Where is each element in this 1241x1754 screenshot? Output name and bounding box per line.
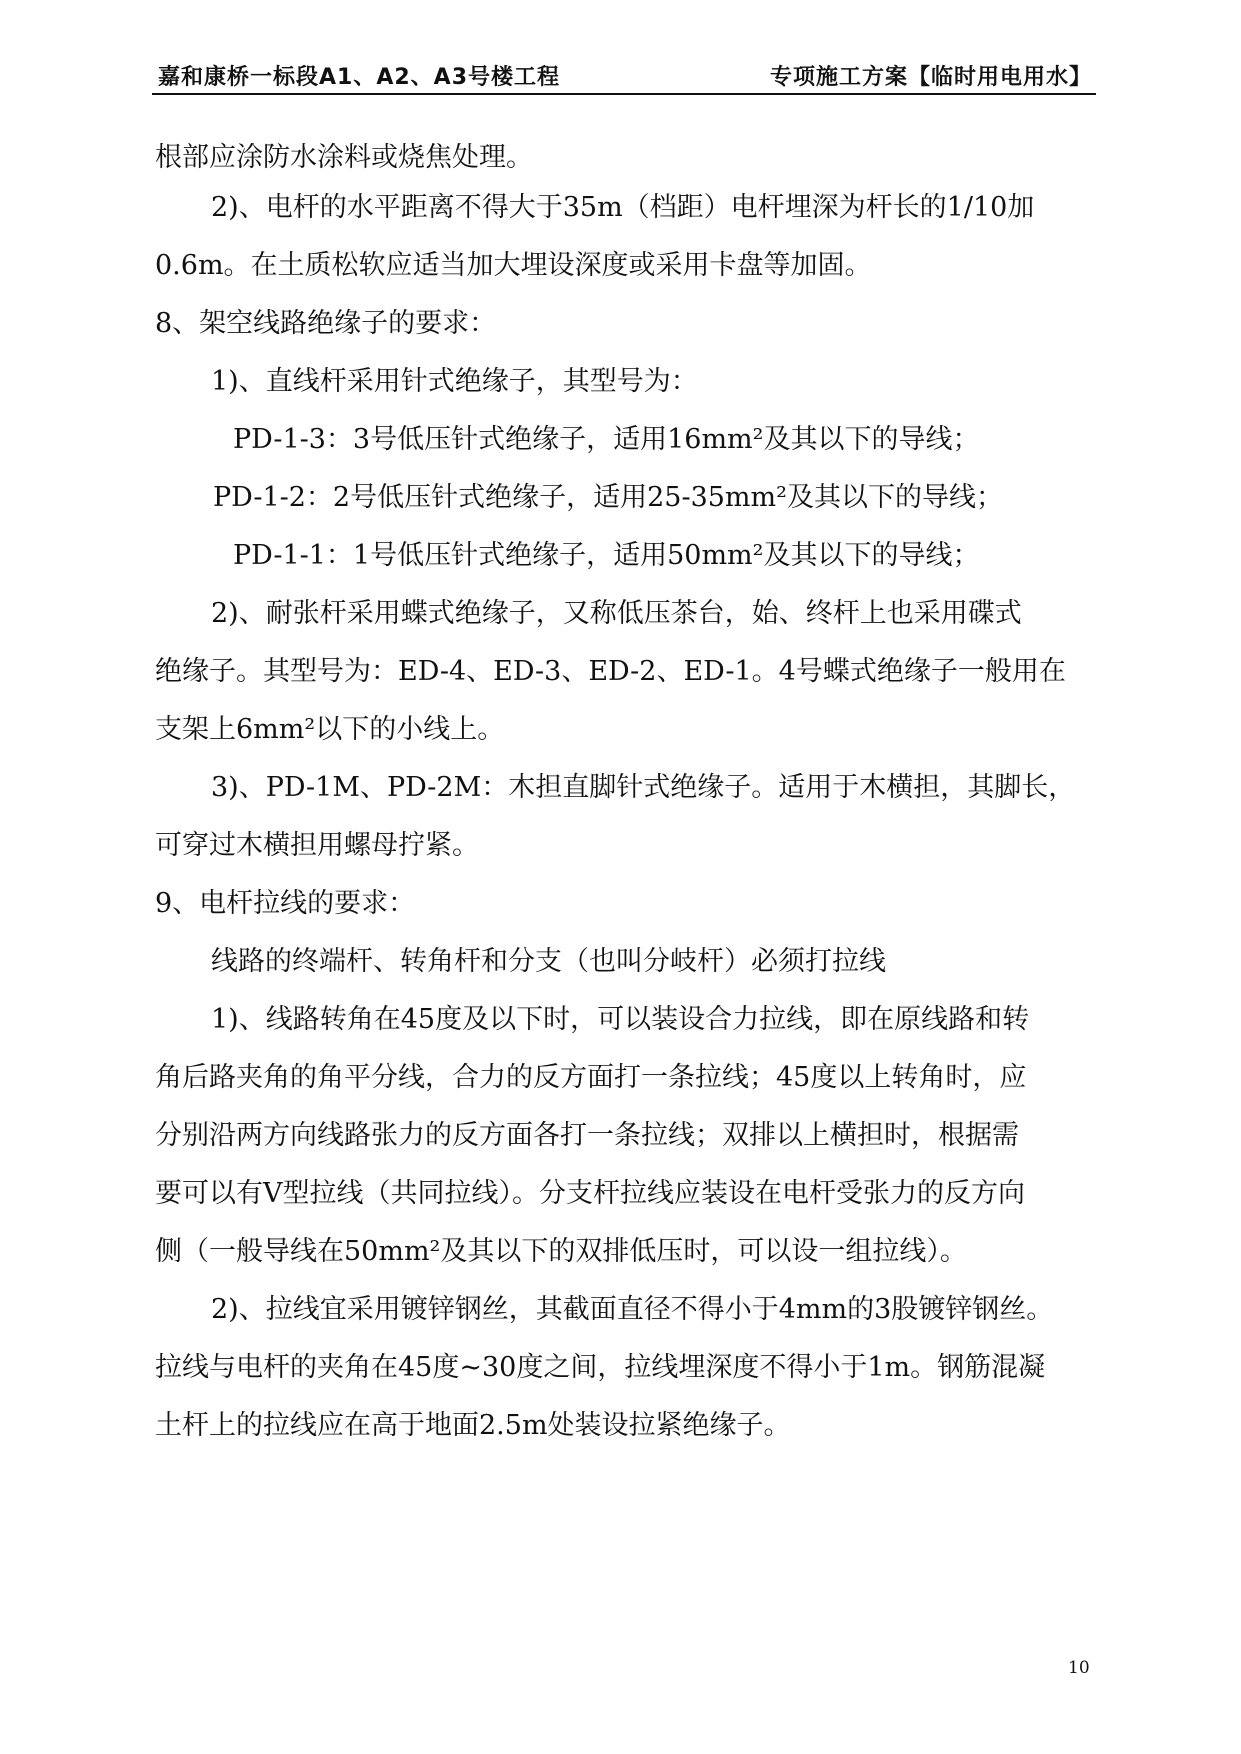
body-line: 0.6m。在土质松软应适当加大埋设深度或采用卡盘等加固。 xyxy=(155,250,872,281)
body-line: 绝缘子。其型号为：ED-4、ED-3、ED-2、ED-1。4号蝶式绝缘子一般用在 xyxy=(155,656,1066,687)
body-line: 2)、拉线宜采用镀锌钢丝，其截面直径不得小于4mm的3股镀锌钢丝。 xyxy=(211,1294,1054,1325)
page-number: 10 xyxy=(1068,1658,1090,1678)
body-line: 线路的终端杆、转角杆和分支（也叫分岐杆）必须打拉线 xyxy=(211,946,886,977)
body-line: 2)、耐张杆采用蝶式绝缘子，又称低压茶台，始、终杆上也采用碟式 xyxy=(211,598,1022,629)
header-divider xyxy=(152,93,1096,95)
body-line: 可穿过木横担用螺母拧紧。 xyxy=(155,830,479,861)
body-line: 侧（一般导线在50mm²及其以下的双排低压时，可以设一组拉线）。 xyxy=(155,1236,967,1267)
body-line: 支架上6mm²以下的小线上。 xyxy=(155,714,505,745)
body-line: 1)、直线杆采用针式绝缘子，其型号为： xyxy=(211,366,698,397)
page-header xyxy=(152,52,1096,92)
body-line: PD-1-1：1号低压针式绝缘子，适用50mm²及其以下的导线； xyxy=(233,540,980,571)
project-title: 嘉和康桥一标段A1、A2、A3号楼工程 xyxy=(158,65,561,90)
body-line: 角后路夹角的角平分线，合力的反方面打一条拉线；45度以上转角时，应 xyxy=(155,1062,1027,1093)
body-line: PD-1-2：2号低压针式绝缘子，适用25-35mm²及其以下的导线； xyxy=(213,482,1003,513)
body-line: 土杆上的拉线应在高于地面2.5m处装设拉紧绝缘子。 xyxy=(155,1410,791,1441)
body-line: 要可以有V型拉线（共同拉线）。分支杆拉线应装设在电杆受张力的反方向 xyxy=(155,1178,1025,1209)
section-heading: 9、电杆拉线的要求： xyxy=(155,888,416,919)
section-heading: 8、架空线路绝缘子的要求： xyxy=(155,308,497,339)
body-line: 拉线与电杆的夹角在45度~30度之间，拉线埋深度不得小于1m。钢筋混凝 xyxy=(155,1352,1046,1383)
body-line: 1)、线路转角在45度及以下时，可以装设合力拉线，即在原线路和转 xyxy=(211,1004,1030,1035)
body-line: PD-1-3：3号低压针式绝缘子，适用16mm²及其以下的导线； xyxy=(233,424,980,455)
body-line: 根部应涂防水涂料或烧焦处理。 xyxy=(155,142,533,173)
document-section-title: 专项施工方案【临时用电用水】 xyxy=(769,65,1092,90)
body-line: 2)、电杆的水平距离不得大于35m（档距）电杆埋深为杆长的1/10加 xyxy=(211,192,1035,223)
body-line: 分别沿两方向线路张力的反方面各打一条拉线；双排以上横担时，根据需 xyxy=(155,1120,1019,1151)
body-line: 3)、PD-1M、PD-2M：木担直脚针式绝缘子。适用于木横担，其脚长， xyxy=(211,772,1076,803)
